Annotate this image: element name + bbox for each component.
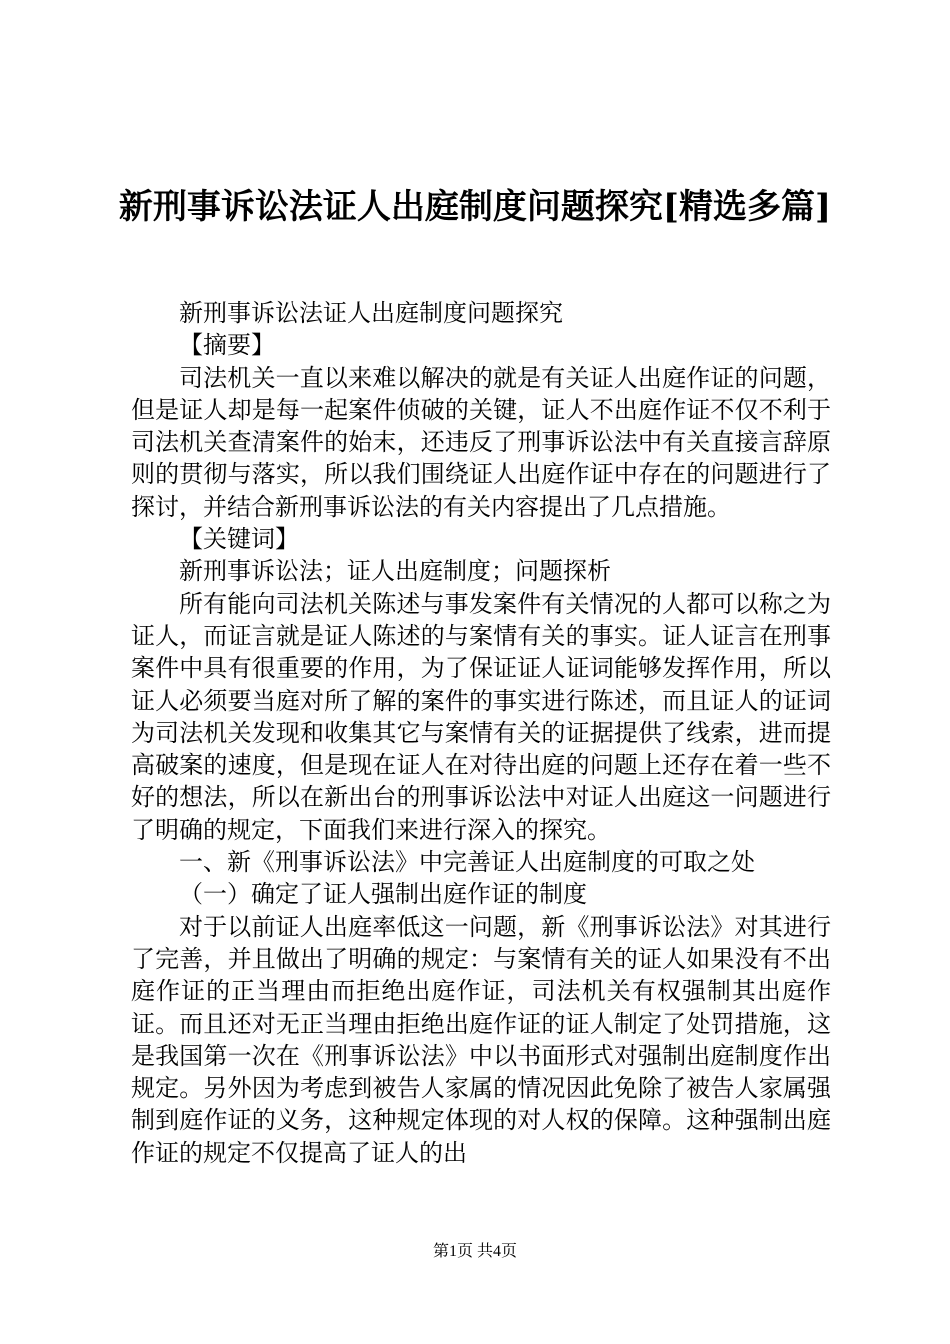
document-subtitle: 新刑事诉讼法证人出庭制度问题探究 [179, 299, 563, 327]
intro-paragraph: 所有能向司法机关陈述与事发案件有关情况的人都可以称之为证人，而证言就是证人陈述的与案情有关的事实。证人证言在刑事案件中具有很重要的作用，为了保证证人证词能够发挥作用，所以证人必须要当庭对所了解的案件的事实进行陈述，而且证人的证词为司法机关发现和收集其它与案情有关的证据提供了线索，进而提高破案的速度，但是现在证人在对待出庭的问题上还存在着一些不好的想法，所以在新出台的刑事诉讼法中对证人出庭这一问题进行了明确的规定，下面我们来进行深入的探究。 [131, 589, 831, 844]
keywords-heading: 【关键词】 [179, 525, 299, 554]
document-body [131, 297, 831, 1169]
subsection-paragraph-1: 对于以前证人出庭率低这一问题，新《刑事诉讼法》对其进行了完善，并且做出了明确的规定：与案情有关的证人如果没有不出庭作证的正当理由而拒绝出庭作证，司法机关有权强制其出庭作证。而且还对无正当理由拒绝出庭作证的证人制定了处罚措施，这是我国第一次在《刑事诉讼法》中以书面形式对强制出庭制度作出规定。另外因为考虑到被告人家属的情况因此免除了被告人家属强制到庭作证的义务，这种规定体现的对人权的保障。这种强制出庭作证的规定不仅提高了证人的出 [131, 912, 831, 1167]
document-title: 新刑事诉讼法证人出庭制度问题探究[精选多篇] [118, 187, 832, 227]
abstract-heading: 【摘要】 [179, 331, 275, 360]
section-heading-1: 一、新《刑事诉讼法》中完善证人出庭制度的可取之处 [179, 848, 755, 877]
subsection-heading-1: （一）确定了证人强制出庭作证的制度 [179, 880, 587, 909]
page-footer: 第1页 共4页 [432, 1243, 517, 1260]
abstract-paragraph: 司法机关一直以来难以解决的就是有关证人出庭作证的问题，但是证人却是每一起案件侦破的关键，证人不出庭作证不仅不利于司法机关查清案件的始末，还违反了刑事诉讼法中有关直接言辞原则的贯彻与落实，所以我们围绕证人出庭作证中存在的问题进行了探讨，并结合新刑事诉讼法的有关内容提出了几点措施。 [131, 363, 831, 521]
keywords-paragraph: 新刑事诉讼法；证人出庭制度；问题探析 [179, 557, 611, 586]
